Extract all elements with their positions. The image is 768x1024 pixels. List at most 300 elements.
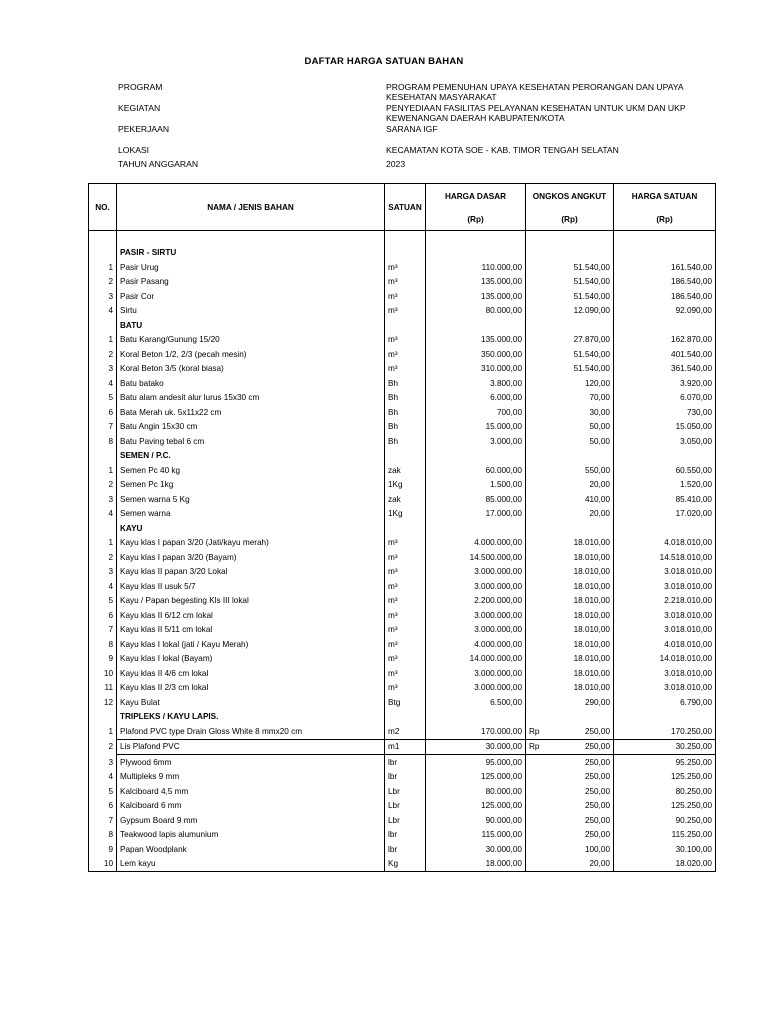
- item-transport-cost: [526, 347, 614, 362]
- table-row: [89, 333, 716, 348]
- item-transport-cost: [526, 666, 614, 681]
- transport-value: 250,00: [584, 757, 610, 767]
- item-number: 4: [89, 376, 117, 391]
- transport-value: 20,00: [589, 859, 610, 869]
- transport-value: 250,00: [584, 801, 610, 811]
- item-unit-price: 3.018.010,00: [614, 623, 716, 638]
- header-no: NO.: [89, 184, 117, 231]
- item-base-price: 80.000,00: [426, 784, 526, 799]
- table-row: [89, 681, 716, 696]
- item-base-price: 14.500.000,00: [426, 550, 526, 565]
- item-number: 2: [89, 550, 117, 565]
- empty-cell: [426, 521, 526, 536]
- item-base-price: 3.000.000,00: [426, 666, 526, 681]
- item-name: Koral Beton 1/2, 2/3 (pecah mesin): [117, 347, 385, 362]
- item-transport-cost: [526, 304, 614, 319]
- table-row: [89, 739, 716, 755]
- item-unit-price: 3.050,00: [614, 434, 716, 449]
- item-unit: Bh: [385, 405, 426, 420]
- info-value: PENYEDIAAN FASILITAS PELAYANAN KESEHATAN UNTUK UKM DAN UKP KEWENANGAN DAERAH KABUPATEN/KOTA: [386, 103, 686, 123]
- transport-value: 20,00: [589, 509, 610, 519]
- table-row: [89, 637, 716, 652]
- table-row: [89, 260, 716, 275]
- item-unit-price: 3.018.010,00: [614, 666, 716, 681]
- item-name: Semen warna: [117, 507, 385, 522]
- item-transport-cost: [526, 594, 614, 609]
- transport-value: 250,00: [584, 772, 610, 782]
- empty-cell: [526, 710, 614, 725]
- item-unit-price: 15.050,00: [614, 420, 716, 435]
- item-base-price: 14.000.000,00: [426, 652, 526, 667]
- transport-value: 18.010,00: [573, 552, 610, 562]
- item-name: Batu Karang/Gunung 15/20: [117, 333, 385, 348]
- info-label: TAHUN ANGGARAN: [118, 159, 199, 169]
- item-number: 12: [89, 695, 117, 710]
- item-base-price: 6.500,00: [426, 695, 526, 710]
- item-number: 1: [89, 260, 117, 275]
- info-value: 2023: [386, 159, 406, 169]
- item-transport-cost: [526, 799, 614, 814]
- item-number: 1: [89, 333, 117, 348]
- item-transport-cost: [526, 434, 614, 449]
- transport-value: 250,00: [584, 830, 610, 840]
- item-unit-price: 14.018.010,00: [614, 652, 716, 667]
- item-base-price: 1.500,00: [426, 478, 526, 493]
- item-unit: Kg: [385, 857, 426, 872]
- table-row: [89, 565, 716, 580]
- item-name: Plafond PVC type Drain Gloss White 8 mmx20 cm: [117, 724, 385, 739]
- table-row: [89, 666, 716, 681]
- item-unit-price: 92.090,00: [614, 304, 716, 319]
- item-base-price: 135.000,00: [426, 333, 526, 348]
- info-label: KEGIATAN: [118, 103, 161, 113]
- item-transport-cost: [526, 681, 614, 696]
- transport-value: 50,00: [589, 436, 610, 446]
- item-base-price: 90.000,00: [426, 813, 526, 828]
- empty-cell: [89, 318, 117, 333]
- header-transport: ONGKOS ANGKUT: [526, 184, 614, 209]
- item-unit-price: 3.920,00: [614, 376, 716, 391]
- category-row: [89, 710, 716, 725]
- item-name: Kayu klas I lokal (jati / Kayu Merah): [117, 637, 385, 652]
- table-row: [89, 813, 716, 828]
- item-unit: lbr: [385, 828, 426, 843]
- empty-cell: [526, 246, 614, 261]
- empty-cell: [385, 710, 426, 725]
- material-price-table: [88, 183, 716, 872]
- info-row: [118, 124, 718, 134]
- item-unit: m³: [385, 260, 426, 275]
- item-base-price: 4.000.000,00: [426, 536, 526, 551]
- item-name: Pasir Urug: [117, 260, 385, 275]
- item-base-price: 2.200.000,00: [426, 594, 526, 609]
- transport-value: 250,00: [584, 815, 610, 825]
- item-base-price: 310.000,00: [426, 362, 526, 377]
- item-unit-price: 161.540,00: [614, 260, 716, 275]
- item-transport-cost: [526, 579, 614, 594]
- info-value: SARANA IGF: [386, 124, 438, 134]
- item-base-price: 700,00: [426, 405, 526, 420]
- item-number: 2: [89, 739, 117, 755]
- empty-cell: [89, 710, 117, 725]
- item-transport-cost: [526, 813, 614, 828]
- item-name: Kayu klas II 2/3 cm lokal: [117, 681, 385, 696]
- item-transport-cost: [526, 260, 614, 275]
- item-transport-cost: [526, 391, 614, 406]
- info-value: PROGRAM PEMENUHAN UPAYA KESEHATAN PERORANGAN DAN UPAYA KESEHATAN MASYARAKAT: [386, 82, 684, 102]
- item-unit-price: 361.540,00: [614, 362, 716, 377]
- item-name: Kayu / Papan begesting Kls III lokal: [117, 594, 385, 609]
- item-base-price: 80.000,00: [426, 304, 526, 319]
- item-number: 9: [89, 652, 117, 667]
- item-base-price: 6.000,00: [426, 391, 526, 406]
- item-base-price: 30.000,00: [426, 842, 526, 857]
- item-transport-cost: [526, 770, 614, 785]
- table-row: [89, 347, 716, 362]
- category-name: SEMEN / P.C.: [117, 449, 385, 464]
- empty-cell: [385, 521, 426, 536]
- transport-value: 18.010,00: [573, 639, 610, 649]
- item-unit: Bh: [385, 434, 426, 449]
- item-unit: Bh: [385, 376, 426, 391]
- header-price-currency: (Rp): [614, 208, 716, 231]
- transport-value: 20,00: [589, 480, 610, 490]
- item-transport-cost: [526, 507, 614, 522]
- table-row: [89, 536, 716, 551]
- table-row: [89, 828, 716, 843]
- item-number: 2: [89, 347, 117, 362]
- item-transport-cost: [526, 289, 614, 304]
- item-name: Batu Paving tebal 6 cm: [117, 434, 385, 449]
- item-number: 5: [89, 594, 117, 609]
- empty-cell: [385, 231, 426, 246]
- transport-value: 51.540,00: [573, 349, 610, 359]
- item-transport-cost: [526, 405, 614, 420]
- table-row: [89, 420, 716, 435]
- item-unit-price: 162.870,00: [614, 333, 716, 348]
- item-number: 7: [89, 623, 117, 638]
- item-transport-cost: [526, 652, 614, 667]
- empty-cell: [614, 449, 716, 464]
- item-unit-price: 170.250,00: [614, 724, 716, 739]
- empty-cell: [117, 231, 385, 246]
- item-unit-price: 3.018.010,00: [614, 579, 716, 594]
- transport-value: 30,00: [589, 407, 610, 417]
- item-transport-cost: [526, 376, 614, 391]
- item-number: 9: [89, 842, 117, 857]
- empty-cell: [89, 246, 117, 261]
- item-number: 7: [89, 813, 117, 828]
- item-unit: Bh: [385, 420, 426, 435]
- table-row: [89, 507, 716, 522]
- currency-prefix: Rp: [529, 742, 540, 752]
- empty-cell: [526, 449, 614, 464]
- item-transport-cost: [526, 478, 614, 493]
- item-number: 3: [89, 492, 117, 507]
- header-name: NAMA / JENIS BAHAN: [117, 184, 385, 231]
- item-unit-price: 186.540,00: [614, 275, 716, 290]
- item-name: Kalciboard 4,5 mm: [117, 784, 385, 799]
- item-base-price: 125.000,00: [426, 770, 526, 785]
- category-row: [89, 318, 716, 333]
- item-unit-price: 4.018.010,00: [614, 536, 716, 551]
- item-transport-cost: [526, 828, 614, 843]
- empty-cell: [426, 710, 526, 725]
- transport-value: 51.540,00: [573, 277, 610, 287]
- item-unit: zak: [385, 492, 426, 507]
- item-base-price: 85.000,00: [426, 492, 526, 507]
- empty-cell: [385, 449, 426, 464]
- header-unit: SATUAN: [385, 184, 426, 231]
- item-number: 3: [89, 755, 117, 770]
- item-number: 3: [89, 289, 117, 304]
- table-row: [89, 770, 716, 785]
- item-unit: 1Kg: [385, 507, 426, 522]
- item-transport-cost: [526, 857, 614, 872]
- category-name: KAYU: [117, 521, 385, 536]
- item-unit-price: 730,00: [614, 405, 716, 420]
- transport-value: 250,00: [584, 726, 610, 736]
- item-unit: m³: [385, 608, 426, 623]
- item-name: Sirtu: [117, 304, 385, 319]
- item-name: Semen warna 5 Kg: [117, 492, 385, 507]
- item-base-price: 3.000.000,00: [426, 579, 526, 594]
- item-transport-cost: [526, 492, 614, 507]
- item-transport-cost: [526, 784, 614, 799]
- item-unit: 1Kg: [385, 478, 426, 493]
- item-unit: m³: [385, 362, 426, 377]
- item-unit-price: 6.070,00: [614, 391, 716, 406]
- empty-cell: [426, 449, 526, 464]
- table-row: [89, 405, 716, 420]
- item-transport-cost: [526, 565, 614, 580]
- transport-value: 250,00: [584, 786, 610, 796]
- item-transport-cost: [526, 550, 614, 565]
- transport-value: 18.010,00: [573, 668, 610, 678]
- item-number: 8: [89, 434, 117, 449]
- item-transport-cost: [526, 362, 614, 377]
- transport-value: 51.540,00: [573, 364, 610, 374]
- info-row: [118, 145, 718, 155]
- item-unit: Btg: [385, 695, 426, 710]
- item-unit-price: 2.218.010,00: [614, 594, 716, 609]
- item-unit-price: 60.550,00: [614, 463, 716, 478]
- item-number: 5: [89, 391, 117, 406]
- item-unit-price: 115.250,00: [614, 828, 716, 843]
- empty-cell: [89, 521, 117, 536]
- item-unit: Bh: [385, 391, 426, 406]
- table-row: [89, 857, 716, 872]
- item-number: 1: [89, 724, 117, 739]
- item-base-price: 125.000,00: [426, 799, 526, 814]
- table-row: [89, 434, 716, 449]
- info-row: [118, 159, 718, 169]
- item-number: 5: [89, 784, 117, 799]
- transport-value: 70,00: [589, 393, 610, 403]
- category-name: TRIPLEKS / KAYU LAPIS.: [117, 710, 385, 725]
- item-base-price: 3.000.000,00: [426, 565, 526, 580]
- item-unit: zak: [385, 463, 426, 478]
- header-base-price: HARGA DASAR: [426, 184, 526, 209]
- table-row: [89, 784, 716, 799]
- item-base-price: 3.000.000,00: [426, 623, 526, 638]
- item-transport-cost: [526, 333, 614, 348]
- info-row: [118, 103, 718, 123]
- item-unit: lbr: [385, 842, 426, 857]
- item-number: 4: [89, 304, 117, 319]
- item-base-price: 60.000,00: [426, 463, 526, 478]
- empty-cell: [526, 318, 614, 333]
- item-name: Bata Merah uk. 5x11x22 cm: [117, 405, 385, 420]
- transport-value: 120,00: [584, 378, 610, 388]
- transport-value: 51.540,00: [573, 262, 610, 272]
- table-row: [89, 608, 716, 623]
- document-title: DAFTAR HARGA SATUAN BAHAN: [304, 56, 464, 67]
- transport-value: 12.090,00: [573, 306, 610, 316]
- item-name: Batu Angin 15x30 cm: [117, 420, 385, 435]
- currency-prefix: Rp: [529, 726, 540, 736]
- item-number: 8: [89, 828, 117, 843]
- item-number: 4: [89, 507, 117, 522]
- table-row: [89, 463, 716, 478]
- table-row: [89, 304, 716, 319]
- table-row: [89, 579, 716, 594]
- table-row: [89, 724, 716, 739]
- table-row: [89, 594, 716, 609]
- empty-cell: [89, 449, 117, 464]
- item-base-price: 135.000,00: [426, 275, 526, 290]
- item-unit-price: 3.018.010,00: [614, 608, 716, 623]
- item-number: 6: [89, 608, 117, 623]
- item-transport-cost: [526, 724, 614, 739]
- item-unit: m1: [385, 739, 426, 755]
- item-name: Batu alam andesit alur lurus 15x30 cm: [117, 391, 385, 406]
- info-label: PROGRAM: [118, 82, 163, 92]
- transport-value: 18.010,00: [573, 683, 610, 693]
- table-row: [89, 799, 716, 814]
- item-base-price: 3.000.000,00: [426, 681, 526, 696]
- item-name: Kayu klas I papan 3/20 (Bayam): [117, 550, 385, 565]
- table-row: [89, 478, 716, 493]
- table-row: [89, 550, 716, 565]
- spacer-row: [89, 231, 716, 246]
- info-value: KECAMATAN KOTA SOE - KAB. TIMOR TENGAH SELATAN: [386, 145, 619, 155]
- item-name: Kayu klas II papan 3/20 Lokal: [117, 565, 385, 580]
- info-label: PEKERJAAN: [118, 124, 170, 134]
- empty-cell: [614, 521, 716, 536]
- item-number: 1: [89, 536, 117, 551]
- transport-value: 50,00: [589, 422, 610, 432]
- category-row: [89, 246, 716, 261]
- item-name: Kayu klas I papan 3/20 (Jati/kayu merah): [117, 536, 385, 551]
- item-unit-price: 85.410,00: [614, 492, 716, 507]
- item-unit: m³: [385, 666, 426, 681]
- table-row: [89, 623, 716, 638]
- table-row: [89, 376, 716, 391]
- item-name: Papan Woodplank: [117, 842, 385, 857]
- item-name: Gypsum Board 9 mm: [117, 813, 385, 828]
- transport-value: 100,00: [584, 844, 610, 854]
- item-transport-cost: [526, 623, 614, 638]
- item-name: Lis Plafond PVC: [117, 739, 385, 755]
- item-unit: m³: [385, 637, 426, 652]
- item-unit-price: 401.540,00: [614, 347, 716, 362]
- item-name: Kayu klas II 4/6 cm lokal: [117, 666, 385, 681]
- item-number: 4: [89, 579, 117, 594]
- item-unit: m³: [385, 652, 426, 667]
- item-base-price: 350.000,00: [426, 347, 526, 362]
- item-unit: m³: [385, 347, 426, 362]
- transport-value: 18.010,00: [573, 596, 610, 606]
- transport-value: 18.010,00: [573, 610, 610, 620]
- item-unit-price: 3.018.010,00: [614, 681, 716, 696]
- table-row: [89, 652, 716, 667]
- table-row: [89, 289, 716, 304]
- item-number: 3: [89, 362, 117, 377]
- item-unit: Lbr: [385, 813, 426, 828]
- item-name: Kayu klas I lokal (Bayam): [117, 652, 385, 667]
- transport-value: 18.010,00: [573, 581, 610, 591]
- item-unit-price: 4.018.010,00: [614, 637, 716, 652]
- table-row: [89, 492, 716, 507]
- category-name: PASIR - SIRTU: [117, 246, 385, 261]
- item-unit: m2: [385, 724, 426, 739]
- item-name: Plywood 6mm: [117, 755, 385, 770]
- transport-value: 51.540,00: [573, 291, 610, 301]
- item-unit-price: 125.250,00: [614, 770, 716, 785]
- item-unit: lbr: [385, 755, 426, 770]
- item-name: Kayu klas II 6/12 cm lokal: [117, 608, 385, 623]
- item-name: Kayu klas II 5/11 cm lokal: [117, 623, 385, 638]
- item-unit: m³: [385, 304, 426, 319]
- empty-cell: [426, 318, 526, 333]
- item-name: Lem kayu: [117, 857, 385, 872]
- item-name: Teakwood lapis alumunium: [117, 828, 385, 843]
- item-unit-price: 90.250,00: [614, 813, 716, 828]
- item-transport-cost: [526, 637, 614, 652]
- item-number: 2: [89, 478, 117, 493]
- item-unit: m³: [385, 594, 426, 609]
- empty-cell: [385, 318, 426, 333]
- empty-cell: [526, 231, 614, 246]
- item-transport-cost: [526, 842, 614, 857]
- item-base-price: 3.800,00: [426, 376, 526, 391]
- table-row: [89, 391, 716, 406]
- item-unit-price: 17.020,00: [614, 507, 716, 522]
- item-number: 7: [89, 420, 117, 435]
- item-base-price: 18.000,00: [426, 857, 526, 872]
- transport-value: 290,00: [584, 697, 610, 707]
- item-base-price: 170.000,00: [426, 724, 526, 739]
- item-base-price: 3.000,00: [426, 434, 526, 449]
- item-unit-price: 3.018.010,00: [614, 565, 716, 580]
- transport-value: 27.870,00: [573, 335, 610, 345]
- transport-value: 18.010,00: [573, 625, 610, 635]
- item-name: Pasir Pasang: [117, 275, 385, 290]
- item-unit-price: 80.250,00: [614, 784, 716, 799]
- transport-value: 18.010,00: [573, 654, 610, 664]
- item-base-price: 3.000.000,00: [426, 608, 526, 623]
- item-transport-cost: [526, 739, 614, 755]
- transport-value: 250,00: [584, 742, 610, 752]
- category-row: [89, 521, 716, 536]
- item-name: Kayu Bulat: [117, 695, 385, 710]
- item-unit: m³: [385, 275, 426, 290]
- item-base-price: 95.000,00: [426, 755, 526, 770]
- item-base-price: 17.000,00: [426, 507, 526, 522]
- transport-value: 18.010,00: [573, 567, 610, 577]
- item-unit-price: 1.520,00: [614, 478, 716, 493]
